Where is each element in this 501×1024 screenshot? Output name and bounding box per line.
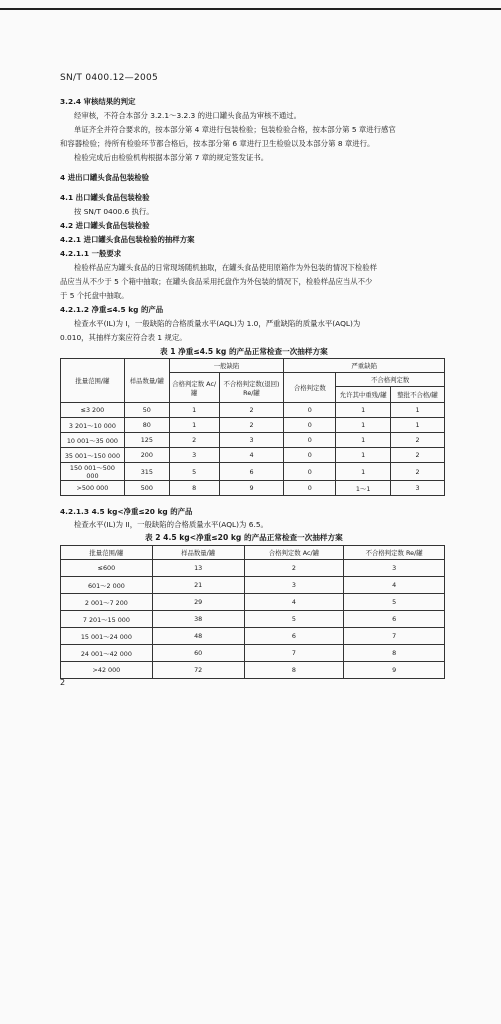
table-row	[61, 403, 445, 418]
table-cell: 2	[391, 448, 445, 463]
table-row	[61, 645, 445, 662]
group-general-defects: 一般缺陷	[169, 359, 284, 373]
section-heading: 4.2.1.3 4.5 kg<净重≤20 kg 的产品	[60, 507, 193, 516]
table-cell: 2	[169, 433, 219, 448]
table-cell: 6	[219, 463, 284, 481]
table-cell: 0	[284, 463, 336, 481]
table-cell: 0	[284, 448, 336, 463]
table-cell: 1	[336, 403, 391, 418]
table-cell: 1	[336, 463, 391, 481]
table-row	[61, 463, 445, 481]
table-cell: 4	[244, 594, 344, 611]
col-sample-size: 样品数量/罐	[124, 359, 169, 403]
table-cell: 24 001～42 000	[61, 645, 153, 662]
table-cell: 50	[124, 403, 169, 418]
table-cell: 7	[344, 628, 445, 645]
table-cell: 0	[284, 481, 336, 496]
table-row	[61, 662, 445, 679]
section-heading: 4.1 出口罐头食品包装检验	[60, 193, 150, 202]
group-reject-count: 不合格判定数	[336, 373, 445, 387]
table-cell: 1	[391, 418, 445, 433]
table2-caption: 表 2 4.5 kg<净重≤20 kg 的产品正常检查一次抽样方案	[145, 533, 343, 542]
table-cell: 48	[152, 628, 244, 645]
table-cell: 5	[169, 463, 219, 481]
table-cell: 5	[344, 594, 445, 611]
table1	[60, 358, 445, 496]
paragraph: 0.010，其抽样方案应符合表 1 规定。	[60, 333, 187, 342]
col-overall-reject: 整批不合格/罐	[391, 387, 445, 403]
table-cell: 80	[124, 418, 169, 433]
section-heading: 4.2.1.1 一般要求	[60, 249, 122, 258]
col-lot-range: 批量范围/罐	[61, 359, 125, 403]
table-cell: 29	[152, 594, 244, 611]
table-cell: 3	[391, 481, 445, 496]
table-cell: 2	[244, 560, 344, 577]
section-heading: 4.2.1.2 净重≤4.5 kg 的产品	[60, 305, 164, 314]
col-sample-size: 样品数量/罐	[152, 546, 244, 560]
table-cell: 601～2 000	[61, 577, 153, 594]
table-cell: 5	[244, 611, 344, 628]
paragraph: 检查水平(IL)为 I，一般缺陷的合格质量水平(AQL)为 1.0，严重缺陷的质量水平(AQL)为	[74, 319, 361, 328]
table-cell: 0	[284, 433, 336, 448]
table-cell: 2	[219, 418, 284, 433]
table-row	[61, 433, 445, 448]
table-cell: >42 000	[61, 662, 153, 679]
table-cell: 7 201～15 000	[61, 611, 153, 628]
group-serious-defects: 严重缺陷	[284, 359, 445, 373]
table-cell: 150 001～500 000	[61, 463, 125, 481]
col-ac: 合格判定数 Ac/罐	[169, 373, 219, 403]
table-cell: 38	[152, 611, 244, 628]
table-cell: 6	[244, 628, 344, 645]
table-row	[61, 481, 445, 496]
paragraph: 经审核，不符合本部分 3.2.1～3.2.3 的进口罐头食品为审核不通过。	[74, 111, 302, 120]
table-cell: 8	[244, 662, 344, 679]
table-cell: 125	[124, 433, 169, 448]
document-code: SN/T 0400.12—2005	[60, 73, 159, 83]
col-lot-range: 批量范围/罐	[61, 546, 153, 560]
section-heading: 4.2 进口罐头食品包装检验	[60, 221, 150, 230]
table-cell: ≤3 200	[61, 403, 125, 418]
table-cell: 21	[152, 577, 244, 594]
col-re: 不合格判定数(退回) Re/罐	[219, 373, 284, 403]
table-cell: 13	[152, 560, 244, 577]
table-cell: 3	[244, 577, 344, 594]
section-heading: 4 进出口罐头食品包装检验	[60, 173, 150, 182]
table-row	[61, 560, 445, 577]
paragraph: 和容器检验；待所有检验环节都合格后，按本部分第 6 章进行卫生检验以及本部分第 8 章进行。	[60, 139, 375, 148]
table-cell: 72	[152, 662, 244, 679]
table-cell: 0	[284, 418, 336, 433]
paragraph: 按 SN/T 0400.6 执行。	[74, 207, 154, 216]
table-cell: 1	[336, 433, 391, 448]
table-cell: >500 000	[61, 481, 125, 496]
table-cell: 500	[124, 481, 169, 496]
table-row	[61, 418, 445, 433]
table-cell: 200	[124, 448, 169, 463]
page-number: 2	[60, 678, 66, 687]
table-cell: 2	[219, 403, 284, 418]
paragraph: 单证齐全并符合要求的，按本部分第 4 章进行包装检验；包装检验合格，按本部分第 5 章进行感官	[74, 125, 396, 134]
table-cell: 15 001～24 000	[61, 628, 153, 645]
table-cell: 2	[391, 463, 445, 481]
table-cell: 4	[344, 577, 445, 594]
table-row	[61, 611, 445, 628]
table-cell: 10 001～35 000	[61, 433, 125, 448]
table-cell: 315	[124, 463, 169, 481]
table-cell: 2 001～7 200	[61, 594, 153, 611]
col-serious-ac: 合格判定数	[284, 373, 336, 403]
paragraph: 检验样品应为罐头食品的日常现场随机抽取，在罐头食品使用原箱作为外包装的情况下检验样	[74, 263, 378, 272]
paragraph: 于 5 个托盘中抽取。	[60, 291, 129, 300]
table-row	[61, 594, 445, 611]
paragraph: 检查水平(IL)为 II，一般缺陷的合格质量水平(AQL)为 6.5。	[74, 520, 268, 529]
table-cell: 0	[284, 403, 336, 418]
section-heading: 4.2.1 进口罐头食品包装检验的抽样方案	[60, 235, 195, 244]
table-row	[61, 577, 445, 594]
table-row	[61, 448, 445, 463]
paragraph: 检验完成后由检验机构根据本部分第 7 章的规定签发证书。	[74, 153, 269, 162]
top-rule	[0, 8, 501, 10]
table-cell: 8	[344, 645, 445, 662]
table2	[60, 545, 445, 679]
table-cell: 6	[344, 611, 445, 628]
table-cell: 3	[344, 560, 445, 577]
col-re: 不合格判定数 Re/罐	[344, 546, 445, 560]
table-cell: 1	[169, 418, 219, 433]
paragraph: 品应当从不少于 5 个箱中抽取；在罐头食品采用托盘作为外包装的情况下，检验样品应当从不少	[60, 277, 373, 286]
table-cell: 1～1	[336, 481, 391, 496]
table-cell: 9	[219, 481, 284, 496]
table-cell: 8	[169, 481, 219, 496]
table-cell: 60	[152, 645, 244, 662]
table-cell: 3	[219, 433, 284, 448]
section-heading: 3.2.4 审核结果的判定	[60, 97, 136, 106]
table-cell: 2	[391, 433, 445, 448]
table-cell: 1	[336, 418, 391, 433]
col-ac: 合格判定数 Ac/罐	[244, 546, 344, 560]
col-allow-heavy: 允许其中重残/罐	[336, 387, 391, 403]
table-cell: 35 001～150 000	[61, 448, 125, 463]
table-cell: 7	[244, 645, 344, 662]
table-cell: 1	[336, 448, 391, 463]
table-cell: 4	[219, 448, 284, 463]
table-cell: 9	[344, 662, 445, 679]
table-cell: 3 201～10 000	[61, 418, 125, 433]
table-row	[61, 628, 445, 645]
table-cell: 1	[169, 403, 219, 418]
table-cell: 3	[169, 448, 219, 463]
table-cell: 1	[391, 403, 445, 418]
table1-caption: 表 1 净重≤4.5 kg 的产品正常检查一次抽样方案	[160, 347, 328, 356]
table-cell: ≤600	[61, 560, 153, 577]
